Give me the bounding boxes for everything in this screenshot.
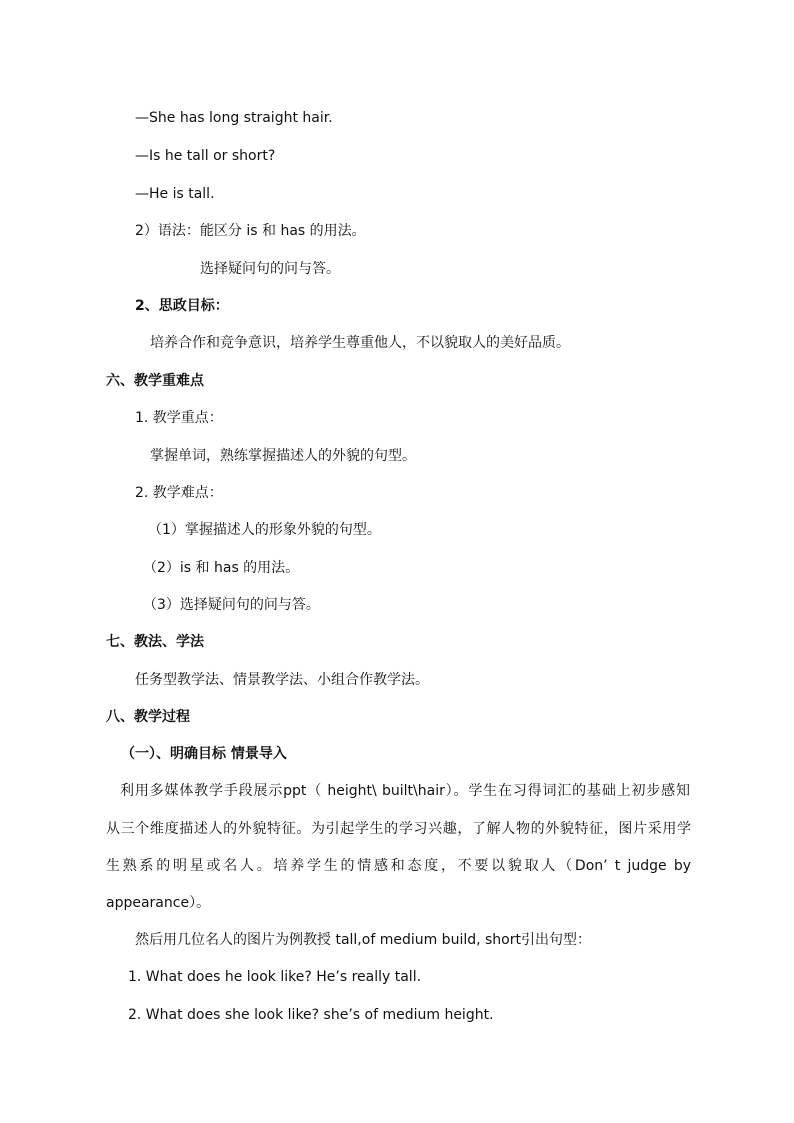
- key-points-label: 1. 教学重点：: [135, 410, 223, 426]
- key-points-text: 掌握单词，熟练掌握描述人的外貌的句型。: [150, 448, 416, 464]
- difficult-point-2: （2）is 和 has 的用法。: [143, 560, 300, 576]
- paragraph-line-1: 利用多媒体教学手段展示ppt（ height\ built\hair）。学生在习得词汇的基础上初步感知: [120, 783, 690, 799]
- section-heading-7: 七、教法、学法: [106, 634, 204, 650]
- example-sentence-1: 1. What does he look like? He’s really tall.: [128, 969, 422, 985]
- section-heading-8: 八、教学过程: [106, 709, 190, 725]
- dialogue-line-1: —She has long straight hair.: [135, 110, 333, 126]
- paragraph-line-4: appearance）。: [106, 895, 211, 911]
- section-heading-ideology: 2、思政目标：: [135, 298, 229, 314]
- dialogue-line-3: —He is tall.: [135, 186, 215, 202]
- difficult-point-1: （1）掌握描述人的形象外貌的句型。: [148, 522, 381, 538]
- paragraph-line-3: 生熟系的明星或名人。培养学生的情感和态度，不要以貌取人（Don’ t judge by: [106, 858, 691, 874]
- grammar-objective: 2）语法：能区分 is 和 has 的用法。: [135, 223, 366, 239]
- dialogue-line-2: —Is he tall or short?: [135, 148, 276, 164]
- paragraph-line-2: 从三个维度描述人的外貌特征。为引起学生的学习兴趣，了解人物的外貌特征，图片采用学: [106, 821, 691, 837]
- section-heading-6: 六、教学重难点: [106, 373, 204, 389]
- subsection-heading-1: （一）、明确目标 情景导入: [121, 746, 287, 762]
- methods-text: 任务型教学法、情景教学法、小组合作教学法。: [135, 672, 429, 688]
- difficult-point-3: （3）选择疑问句的问与答。: [143, 597, 320, 613]
- ideology-text: 培养合作和竞争意识，培养学生尊重他人，不以貌取人的美好品质。: [150, 335, 570, 351]
- difficult-points-label: 2. 教学难点：: [135, 485, 223, 501]
- teaching-intro-text: 然后用几位名人的图片为例教授 tall,of medium build, short引出句型：: [135, 932, 591, 948]
- grammar-objective-cont: 选择疑问句的问与答。: [200, 261, 340, 277]
- example-sentence-2: 2. What does she look like? she’s of medium height.: [128, 1007, 494, 1023]
